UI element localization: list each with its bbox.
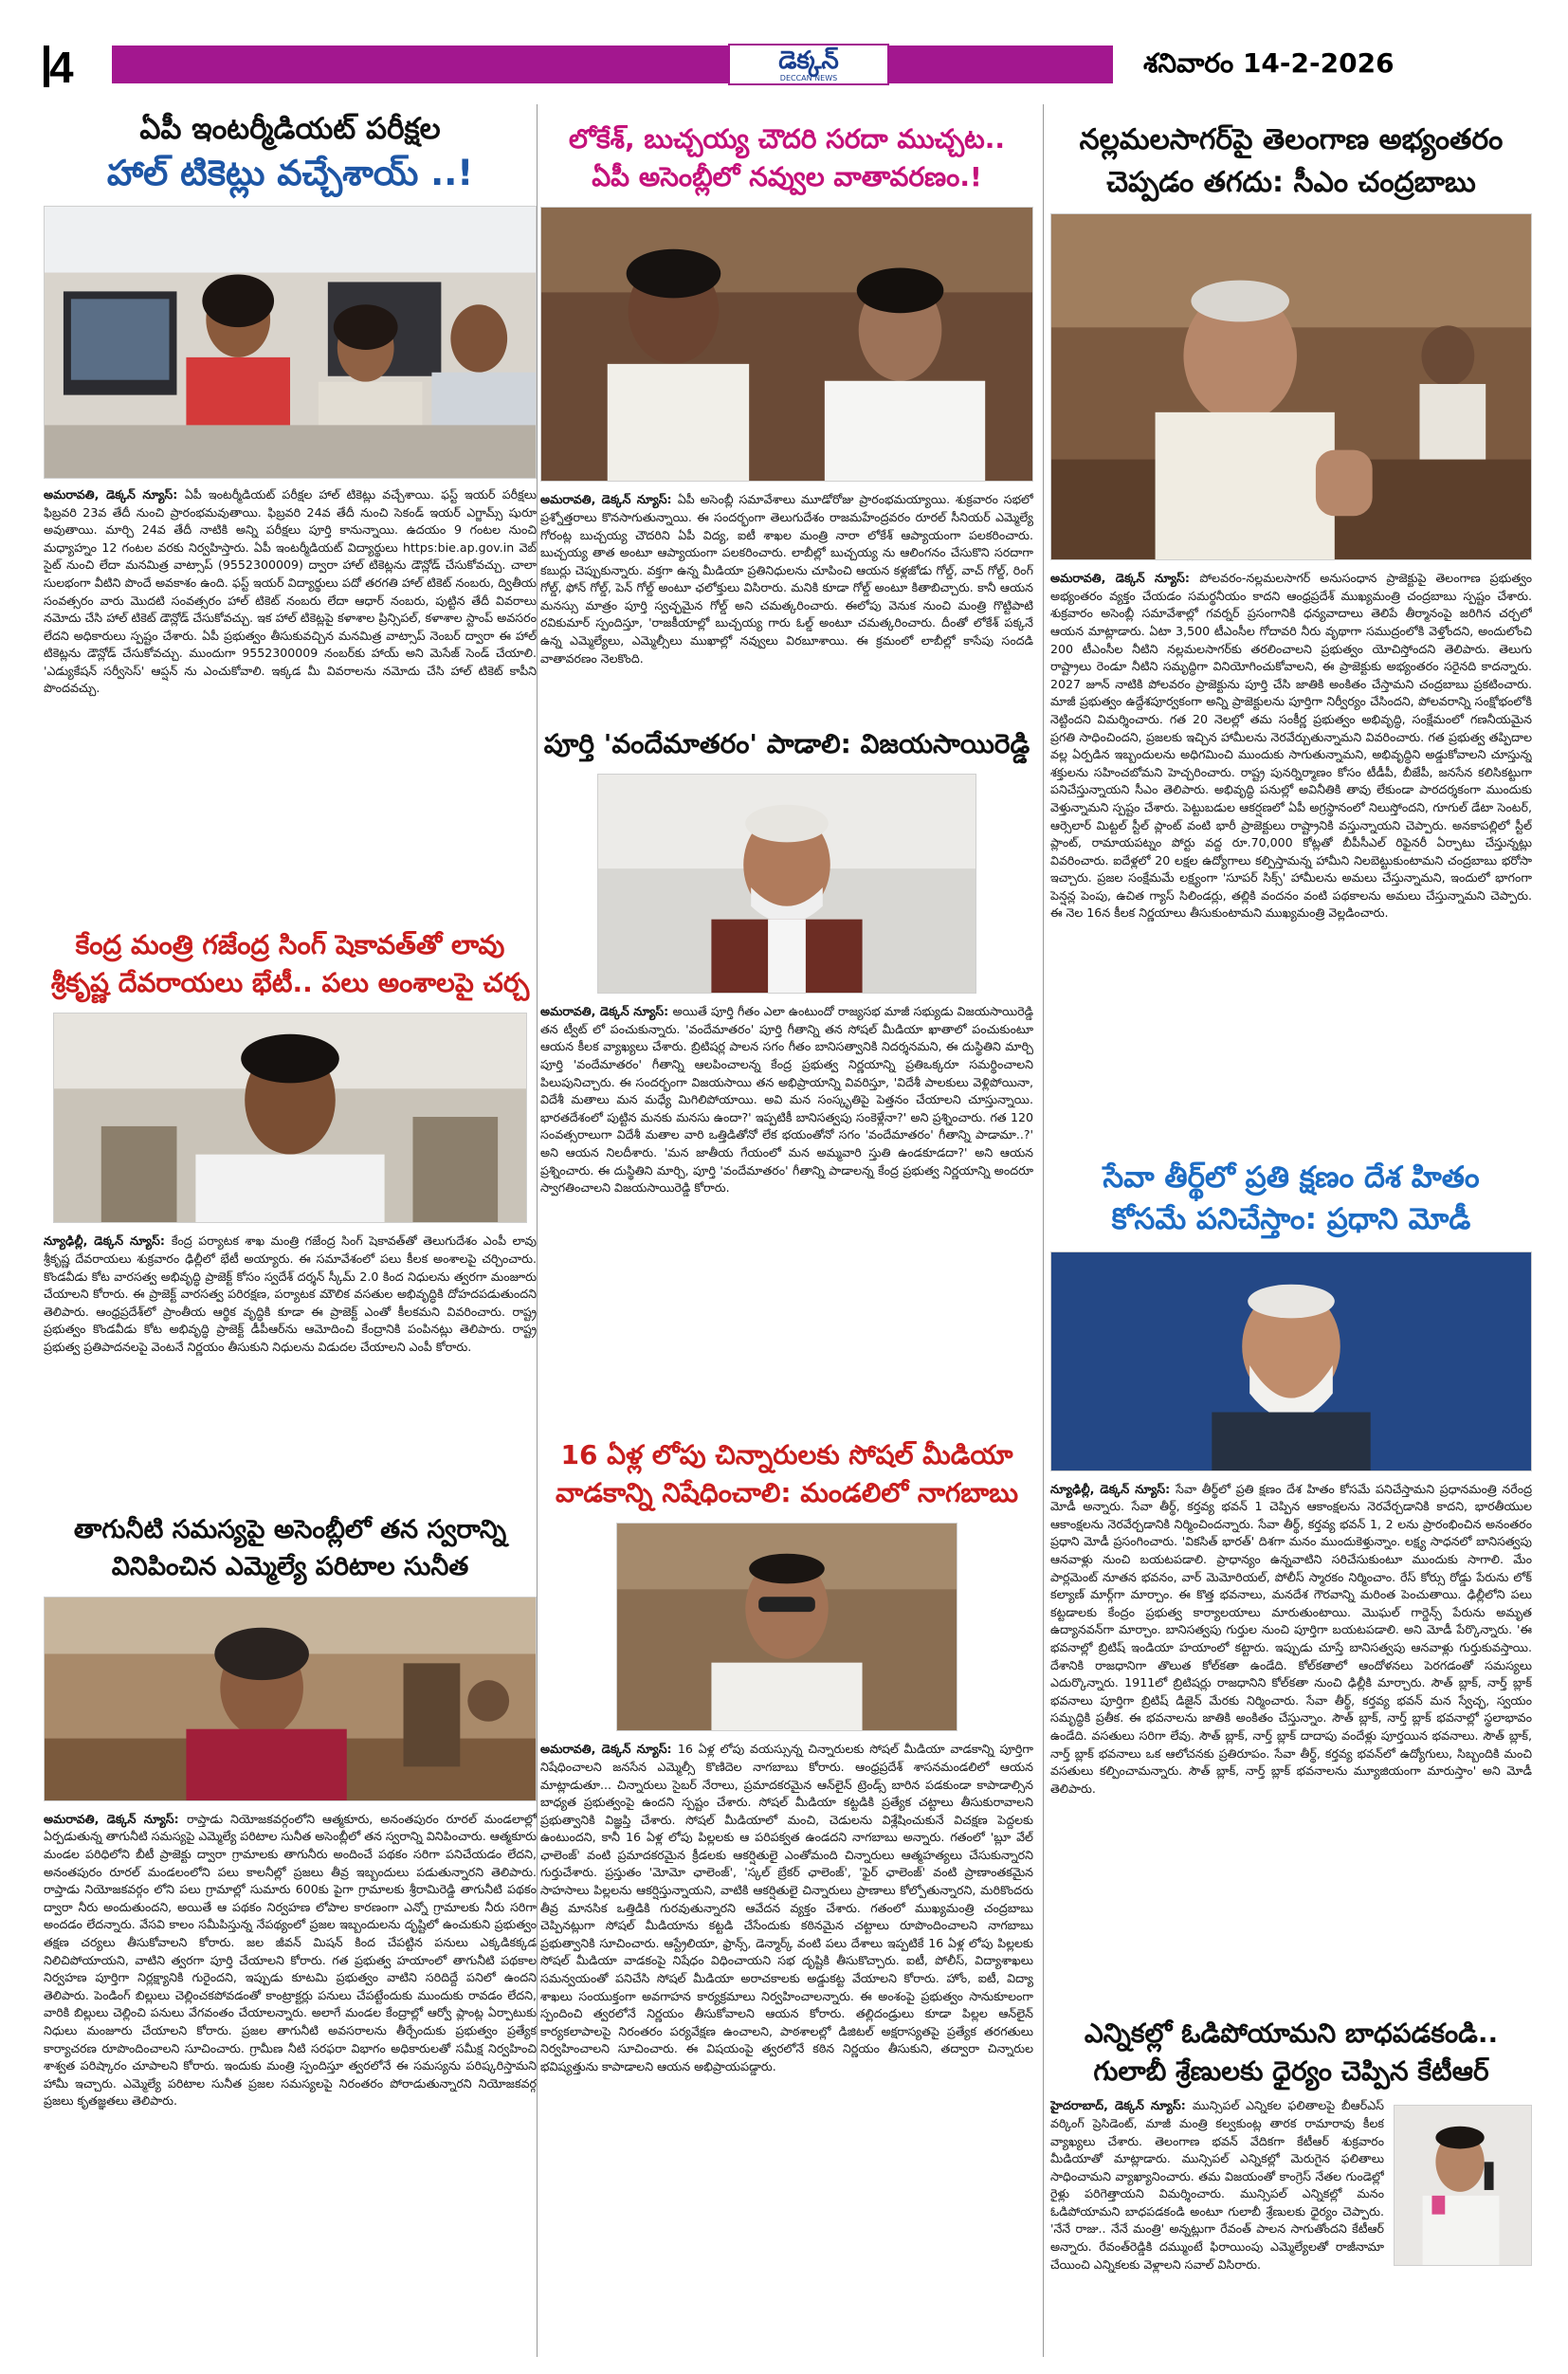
article-body (44, 1233, 537, 1496)
article-headline: కేంద్ర మంత్రి గజేంద్ర సింగ్ షెకావత్‌తో లావు (75, 929, 505, 960)
article-headline: చెప్పడం తగదు: సీఎం చంద్రబాబు (1106, 165, 1476, 199)
column-right (1050, 104, 1532, 2357)
logo-text: డెక్కన్ (778, 46, 839, 75)
column-left (44, 104, 537, 2357)
issue-date: శనివారం 14-2-2026 (1143, 47, 1395, 79)
photo-cm-chandrababu (1050, 213, 1532, 560)
article-body-text: రాప్తాడు నియోజకవర్గంలోని ఆత్మకూరు, అనంతపురం రూరల్ మండలాల్లో ఏర్పడుతున్న తాగునీటి సమస్యపై ఎమ్మెల్యే పరిటాల సునీత అసెంబ్లీలో తన స్వరాన్ని వినిపించారు. ఆత్మకూరు మండల పరిధిలోని బీటీ ప్రాజెక్టు ద్వారా గ్రామాలకు తాగునీరు అందించే పథకం సరిగా పనిచేయడం లేదని, అనంతపురం రూరల్ మండలంలోని పలు కాలనీల్లో ప్రజలు తీవ్ర ఇబ్బందులు పడుతున్నారని తెలిపారు. రాప్తాడు నియోజకవర్గం లోని పలు గ్రామాల్లో సుమారు 600కు పైగా గ్రామాలకు శ్రీరామిరెడ్డి తాగునీటి పథకం ద్వారా నీరు అందుతుందని, అయితే ఆ పథకం నిర్వహణ లోపాల కారణంగా ఎన్నో గ్రామాలకు నీరు సరిగా అందడం లేదన్నారు. వేసవి కాలం సమీపిస్తున్న నేపథ్యంలో ప్రజల ఇబ్బందులను దృష్టిలో ఉంచుకుని ప్రభుత్వం తక్షణ చర్యలు తీసుకోవాలని కోరారు. జల జీవన్ మిషన్ కింద చేపట్టిన పనులు ఎక్కడికక్కడ నిలిచిపోయాయని, వాటిని త్వరగా పూర్తి చేయాలని కోరారు. గత ప్రభుత్వ హయాంలో తాగునీటి పథకాల నిర్వహణ పూర్తిగా నిర్లక్ష్యానికి గురైందని, ఇప్పుడు కూటమి ప్రభుత్వం వాటిని సరిదిద్దే పనిలో ఉందని తెలిపారు. పెండింగ్ బిల్లులు చెల్లించకపోవడంతో కాంట్రాక్టర్లు పనులు చేపట్టేందుకు ముందుకు రావడం లేదని, వారికి బిల్లులు చెల్లించి పనులు వేగవంతం చేయాలన్నారు. అలాగే మండల కేంద్రాల్లో ఆర్వో ప్లాంట్ల ఏర్పాటుకు నిధులు మంజూరు చేయాలని కోరారు. ప్రజల తాగునీటి అవసరాలను తీర్చేందుకు ప్రభుత్వం ప్రత్యేక కార్యాచరణ రూపొందించాలని సూచించారు. గ్రామీణ నీటి సరఫరా విభాగం అధికారులతో సమీక్ష నిర్వహించి శాశ్వత పరిష్కారం చూపాలని కోరారు. ఇందుకు మంత్రి స్పందిస్తూ త్వరలోనే ఈ సమస్యను పరిష్కరిస్తామని హామీ ఇచ్చారు. ఎమ్మెల్యే పరిటాల సునీత ప్రజల సమస్యలపై నిరంతరం పోరాడుతున్నారని నియోజకవర్గ ప్రజలు కృతజ్ఞతలు తెలిపారు. (44, 1811, 537, 2109)
article-headline: నల్లమలసాగర్‌పై తెలంగాణ అభ్యంతరం (1079, 123, 1504, 156)
article-headline: వినిపించిన ఎమ్మెల్యే పరిటాల సునీత (111, 1551, 469, 1581)
article-lokesh-buchaiah (540, 123, 1033, 722)
article-dateline: అమరావతి, డెక్కన్ న్యూస్: (540, 492, 678, 507)
article-headline: ఏపీ అసెంబ్లీలో నవ్వుల వాతావరణం.! (592, 161, 982, 193)
newspaper-logo (728, 44, 889, 85)
page-header (0, 0, 1568, 91)
article-headline: పూర్తి 'వందేమాతరం' పాడాలి: విజయసాయిరెడ్డి (543, 728, 1030, 759)
article-headline: గులాబీ శ్రేణులకు ధైర్యం చెప్పిన కేటీఆర్ (1093, 2055, 1489, 2088)
column-middle (540, 104, 1033, 2357)
photo-lokesh-buchaiah-assembly (540, 207, 1033, 482)
article-headline: లోకేశ్, బుచ్చయ్య చౌదరి సరదా ముచ్చట.. (569, 123, 1005, 155)
article-headline: హాల్ టికెట్లు వచ్చేశాయ్ ..! (106, 152, 474, 193)
article-vijayasai-reddy (540, 728, 1033, 1507)
photo-nagababu (616, 1523, 957, 1731)
article-dateline: న్యూఢిల్లీ, డెక్కన్ న్యూస్: (44, 1233, 172, 1249)
photo-vijayasai-reddy (597, 774, 976, 994)
article-body-text: సేవా తీర్థ్‌లో ప్రతి క్షణం దేశ హితం కోసమే పనిచేస్తామని ప్రధానమంత్రి నరేంద్ర మోడీ అన్నారు. సేవా తీర్థ్, కర్తవ్య భవన్ 1 చెప్పిన ఆకాంక్షలను నెరవేర్చడానికి కాదని, భారతీయుల ఆకాంక్షలను నెరవేర్చడానికి నిర్మించిందన్నారు. సేవా తీర్థ్, కర్తవ్య భవన్ 1, 2 లను ప్రారంభించిన అనంతరం ప్రధాని మోడీ ప్రసంగించారు. 'వికసిత్ భారత్' దిశగా మనం ముందుకెళ్తున్నాం. లక్ష్య సాధనలో బానిసత్వపు ఆనవాళ్లు నుంచి బయటపడాలి. ప్రాధాన్యం ఉన్నవాటిని సరిచేసుకుంటూ ముందుకు సాగాలి. మేం పార్లమెంట్ నూతన భవనం, వార్ మెమోరియల్, పోలీస్ స్మారకం నిర్మించాం. రేస్ కోర్సు రోడ్డు పేరును లోక్ కల్యాణ్ మార్గ్‌గా మార్చాం. ఈ కొత్త భవనాలు, మనదేశ గౌరవాన్ని మరింత పెంచుతాయి. ఢిల్లీలోని పలు కట్టడాలకు కేంద్రం ప్రభుత్వ కార్యాలయాలు మారుతుంటాయి. మొఘల్ గార్డెన్స్ పేరును అమృత ఉద్యానవన్‌గా మార్చాం. బానిసత్వపు గుర్తుల నుంచి పూర్తిగా బయటపడాలి. అని మోడీ పేర్కొన్నారు. 'ఈ భవనాల్లో బ్రిటిష్ ఇండియా హయాంలో కట్టారు. ఇప్పుడు చూస్తే బానిసత్వపు ఆనవాళ్లు గుర్తుకువస్తాయి. దేశానికి రాజధానిగా తొలుత కోల్‌కతా ఉండేది. కోల్‌కతాలో ఆందోళనలు పెరగడంతో సమస్యలు ఎదుర్కొన్నారు. 1911లో బ్రిటిషర్లు రాజధానిని కోల్‌కతా నుంచి ఢిల్లీకి మార్చారు. సౌత్ బ్లాక్, నార్త్ బ్లాక్ భవనాలు పూర్తిగా బ్రిటిష్ డిజైన్ మేరకు నిర్మించారు. సేవా తీర్థ్, కర్తవ్య భవన్ మన స్వేచ్ఛ, స్వయం సమృద్ధికి ప్రతీక. ఈ భవనాలను జాతికి అంకితం చేస్తున్నాం. సౌత్ బ్లాక్, నార్త్ బ్లాక్ భవనాల్లో స్థలాభావం ఉండేది. వసతులు సరిగా లేవు. సౌత్ బ్లాక్, నార్త్ బ్లాక్ దాదాపు వందేళ్లు పూర్తయిన భవనాలు. సౌత్ బ్లాక్, నార్త్ బ్లాక్ భవనాలు ఒక ఆలోచనకు ప్రతిరూపం. సేవా తీర్థ్, కర్తవ్య భవన్‌లో ఉద్యోగులు, సిబ్బందికి మంచి వసతులు కల్పించామన్నారు. సౌత్ బ్లాక్, నార్త్ బ్లాక్ భవనాలను మ్యూజియంగా మారుస్తాం' అని మోడీ తెలిపారు. (1050, 1481, 1532, 1796)
article-body-text: కేంద్ర పర్యాటక శాఖ మంత్రి గజేంద్ర సింగ్ షెకావత్‌తో తెలుగుదేశం ఎంపీ లావు శ్రీకృష్ణ దేవరాయలు శుక్రవారం ఢిల్లీలో భేటీ అయ్యారు. ఈ సమావేశంలో పలు కీలక అంశాలపై చర్చించారు. కొండవీడు కోట వారసత్వ అభివృద్ధి ప్రాజెక్ట్ కోసం స్వదేశ్ దర్శన్ స్కీమ్ 2.0 కింద నిధులను త్వరగా మంజూరు చేయాలని కోరారు. ఈ ప్రాజెక్ట్ వారసత్వ పరిరక్షణ, పర్యాటక మౌలిక వసతుల అభివృద్ధికి దోహదపడుతుందని తెలిపారు. ఆంధ్రప్రదేశ్‌లో ప్రాంతీయ ఆర్థిక వృద్ధికి కూడా ఈ ప్రాజెక్ట్ ఎంతో కీలకమని వివరించారు. రాష్ట్ర ప్రభుత్వం కొండవీడు కోట అభివృద్ధి ప్రాజెక్ట్ డీపీఆర్‌ను ఆమోదించి కేంద్రానికి పంపినట్లు తెలిపారు. రాష్ట్ర ప్రభుత్వ ప్రతిపాదనలపై వెంటనే నిర్ణయం తీసుకుని నిధులను విడుదల చేయాలని ఎంపీ కోరారు. (44, 1233, 537, 1354)
article-headline: ఎన్నికల్లో ఓడిపోయామని బాధపడకండి.. (1084, 2018, 1499, 2049)
photo-pm-modi (1050, 1251, 1532, 1471)
photo-mp-lavu (53, 1013, 527, 1223)
article-dateline: అమరావతి, డెక్కన్ న్యూస్: (540, 1742, 678, 1757)
article-modi-seva-teerth (1050, 1160, 1532, 2014)
article-dateline: హైదరాబాద్, డెక్కన్ న్యూస్: (1050, 2098, 1193, 2113)
article-body-text: ఏపీ అసెంబ్లీ సమావేశాలు మూడోరోజు ప్రారంభమయ్యాయి. శుక్రవారం సభలో ప్రశ్నోత్తరాలు కొనసాగుతున్నాయి. ఈ సందర్భంగా తెలుగుదేశం రాజమహేంద్రవరం రూరల్ సీనియర్ ఎమ్మెల్యే గోరంట్ల బుచ్చయ్య చౌదరిని ఏపీ విద్య, ఐటీ శాఖల మంత్రి నారా లోకేశ్ ఆప్యాయంగా పలకరించారు. బుచ్చయ్య తాత అంటూ ఆప్యాయంగా పలకరించారు. లాబీల్లో బుచ్చయ్య ను ఆలింగనం చేసుకొని సరదాగా కబుర్లు చెప్పుకున్నారు. వక్తగా ఉన్న మీడియా ప్రతినిధులను చూపించి ఆయన కళ్లజోడు గోల్డ్, వాచ్ గోల్డ్, రింగ్ గోల్డ్, ఫోన్ గోల్డ్, పెన్ గోల్డ్ అంటూ ఛలోక్తులు విసిరారు. మనికి కూడా గోల్డ్ అంటూ కితాబిచ్చారు. కానీ ఆయన మనస్సు మాత్రం పూర్తి స్వచ్ఛమైన గోల్డ్ అని చమత్కరించారు. ఈలోపు వెనుక నుంచి మంత్రి గొట్టిపాటి రవికుమార్ స్పందిస్తూ, 'రాజకీయాల్లో బుచ్చయ్య గారు ఓల్డ్ అంటూ చమత్కరించారు. దీంతో లోకేశ్ పక్కనే ఉన్న ఎమ్మెల్యేలు, ఎమ్మెల్సీలు ముఖాల్లో నవ్వులు విరబూశాయి. ఈ క్రమంలో లాబీల్లో కాసేపు సందడి వాతావరణం నెలకొంది. (540, 492, 1033, 666)
article-body-wrap (1050, 2097, 1532, 2346)
article-body (1050, 1481, 1532, 2025)
article-ktr-municipal-elections (1050, 2018, 1532, 2357)
article-body (44, 1811, 537, 2349)
article-body-text: ఏపీ ఇంటర్మీడియట్ పరీక్షల హాల్ టికెట్లు వచ్చేశాయి. ఫస్ట్ ఇయర్ పరీక్షలు ఫిబ్రవరి 23వ తేదీ నుంచి ప్రారంభమవుతాయి. ఫిబ్రవరి 24వ తేదీ నుంచి సెకండ్ ఇయర్ ఎగ్జామ్స్ షురూ అవుతాయి. మార్చి 24వ తేదీ నాటికి అన్ని పరీక్షలు పూర్తి కానున్నాయి. ఉదయం 9 గంటల నుంచి మధ్యాహ్నం 12 గంటల వరకు నిర్వహిస్తారు. ఏపీ ఇంటర్మీడియట్ విద్యార్థులు https:bie.ap.gov.in వెబ్ సైట్ నుంచి లేదా మనమిత్ర వాట్సాప్ (9552300009) ద్వారా హాల్ టికెట్లను డౌన్లోడ్ చేసుకోవచ్చు. చాలా సులభంగా వీటిని పొందే అవకాశం ఉంది. ఫస్ట్ ఇయర్ విద్యార్థులు పదో తరగతి హాల్ టికెట్ నంబరు, ద్వితీయ సంవత్సరం వారు మొదటి సంవత్సరం హాల్ టికెట్ నంబరు లేదా ఆధార్ నంబరు, పుట్టిన తేదీ వివరాలు నమోదు చేసి హాల్ టికెట్ డౌన్లోడ్ చేసుకోవచ్చు. ఇక హాల్ టికెట్లపై కళాశాల ప్రిన్సిపల్, కళాశాల స్టాంప్ అవసరం లేదని అధికారులు స్పష్టం చేశారు. ఏపీ ప్రభుత్వం తీసుకువచ్చిన మనమిత్ర వాట్సాప్ నెంబర్ ద్వారా ఈ హాల్ టికెట్లను డౌన్లోడ్ చేసుకోవచ్చు. ముందుగా 9552300009 నంబర్‌కు హాయ్ అని మెసేజ్ సెండ్ చేయాలి. 'ఎడ్యుకేషన్ సర్వీసెస్' ఆప్షన్ ను ఎంచుకోవాలి. ఇక్కడ మీ వివరాలను నమోదు చేసి హాల్ టికెట్ కాపీని పొందవచ్చు. (44, 486, 537, 696)
article-headline: వాడకాన్ని నిషేధించాలి: మండలిలో నాగబాబు (555, 1477, 1019, 1509)
photo-mla-sunitha (44, 1597, 537, 1801)
article-headline: శ్రీకృష్ణ దేవరాయలు భేటీ.. పలు అంశాలపై చర్చ (50, 967, 530, 999)
article-headline: తాగునీటి సమస్యపై అసెంబ్లీలో తన స్వరాన్ని (73, 1515, 507, 1544)
article-body (1050, 570, 1532, 1173)
article-body (1050, 2097, 1384, 2346)
article-body-text: 16 ఏళ్ల లోపు వయస్సున్న చిన్నారులకు సోషల్ మీడియా వాడకాన్ని పూర్తిగా నిషేధించాలని జనసేన ఎమ్మెల్సీ కొణిదెల నాగబాబు కోరారు. ఆంధ్రప్రదేశ్ శాసనమండలిలో ఆయన మాట్లాడుతూ... చిన్నారులు సైబర్ నేరాలు, ప్రమాదకరమైన ఆన్‌లైన్ ట్రెండ్స్ బారిన పడకుండా కాపాడాల్సిన బాధ్యత ప్రభుత్వంపై ఉందని స్పష్టం చేశారు. సోషల్ మీడియా కట్టడికి ప్రత్యేక చట్టాలు తీసుకురావాలని ప్రభుత్వానికి విజ్ఞప్తి చేశారు. సోషల్ మీడియాలో మంచి, చెడులను విశ్లేషించుకునే విచక్షణ పెద్దలకు ఉంటుందని, కానీ 16 ఏళ్ల లోపు పిల్లలకు ఆ పరిపక్వత ఉండదని నాగబాబు అన్నారు. గతంలో 'బ్లూ వేల్ ఛాలెంజ్' వంటి ప్రమాదకరమైన క్రీడలకు ఆకర్షితులై ఎంతోమంది చిన్నారులు ఆత్మహత్యలు చేసుకున్నారని గుర్తుచేశారు. ప్రస్తుతం 'మోమో ఛాలెంజ్', 'స్కల్ బ్రేకర్ ఛాలెంజ్', 'ఫైర్ ఛాలెంజ్' వంటి ప్రాణాంతకమైన సాహసాలు పిల్లలను ఆకర్షిస్తున్నాయని, వాటికి ఆకర్షితులై చిన్నారులు ప్రాణాలు కోల్పోతున్నారని, మరికొందరు తీవ్ర మానసిక ఒత్తిడికి గురవుతున్నారని ఆవేదన వ్యక్తం చేశారు. గతంలో ముఖ్యమంత్రి చంద్రబాబు చెప్పినట్లుగా సోషల్ మీడియాను కట్టడి చేసేందుకు కఠినమైన చట్టాలు రూపొందించాలని నాగబాబు ప్రభుత్వానికి సూచించారు. ఆస్ట్రేలియా, ఫ్రాన్స్, డెన్మార్క్ వంటి పలు దేశాలు ఇప్పటికే 16 ఏళ్ల లోపు పిల్లలకు సోషల్ మీడియా వాడకంపై నిషేధం విధించాయని సభ దృష్టికి తీసుకొచ్చారు. ఐటీ, పోలీస్, విద్యాశాఖలు సమన్వయంతో పనిచేసి సోషల్ మీడియా అరాచకాలకు అడ్డుకట్ట వేయాలని కోరారు. హోం, ఐటీ, విద్యా శాఖలు సంయుక్తంగా అవగాహన కార్యక్రమాలు నిర్వహించాలన్నారు. ఈ అంశంపై ప్రభుత్వం సానుకూలంగా స్పందించి త్వరలోనే నిర్ణయం తీసుకోవాలని ఆయన కోరారు. తల్లిదండ్రులు కూడా పిల్లల ఆన్‌లైన్ కార్యకలాపాలపై నిరంతరం పర్యవేక్షణ ఉంచాలని, పాఠశాలల్లో డిజిటల్ అక్షరాస్యతపై ప్రత్యేక తరగతులు నిర్వహించాలని సూచించారు. ఈ విషయంపై త్వరలోనే కఠిన నిర్ణయం తీసుకుని, తద్వారా చిన్నారుల భవిష్యత్తును కాపాడాలని ఆయన అభిప్రాయపడ్డారు. (540, 1742, 1033, 2073)
masthead-bar (112, 46, 1113, 83)
article-headline: ఏపీ ఇంటర్మీడియట్ పరీక్షల (139, 112, 441, 146)
article-paritala-sunitha (44, 1515, 537, 2349)
article-nagababu-social-media (540, 1439, 1033, 2357)
column-divider (1043, 104, 1044, 2357)
article-dateline: అమరావతి, డెక్కన్ న్యూస్: (44, 486, 185, 502)
article-body (44, 486, 537, 786)
article-body-text: పోలవరం-నల్లమలసాగర్ అనుసంధాన ప్రాజెక్టుపై తెలంగాణ ప్రభుత్వం అభ్యంతరం వ్యక్తం చేయడం సమర్థనీయం కాదని ఆంధ్రప్రదేశ్ ముఖ్యమంత్రి చంద్రబాబు స్పష్టం చేశారు. శుక్రవారం అసెంబ్లీ సమావేశాల్లో గవర్నర్ ప్రసంగానికి ధన్యవాదాలు తెలిపే తీర్మానంపై జరిగిన చర్చలో ఆయన మాట్లాడారు. ఏటా 3,500 టీఎంసీల గోదావరి నీరు వృథాగా సముద్రంలోకి వెళ్తోందని, అందులోంచి 200 టీఎంసీల నీటిని నల్లమలసాగర్‌కు తరలించాలని ప్రభుత్వం యోచిస్తోందని తెలిపారు. తెలుగు రాష్ట్రాలు రెండూ నీటిని సమృద్ధిగా వినియోగించుకోవాలని, ఈ ప్రాజెక్టుకు అభ్యంతరం సరైనది కాదన్నారు. 2027 జూన్ నాటికి పోలవరం ప్రాజెక్టును పూర్తి చేసి జాతికి అంకితం చేస్తామని చంద్రబాబు ప్రకటించారు. మాజీ ప్రభుత్వం ఉద్దేశపూర్వకంగా అన్ని ప్రాజెక్టులను పూర్తిగా నిర్వీర్యం చేసిందని, పోలవరాన్ని సంక్షోభంలోకి నెట్టిందని విమర్శించారు. గత 20 నెలల్లో తమ సంకీర్ణ ప్రభుత్వం అభివృద్ధి, సంక్షేమంలో గణనీయమైన ప్రగతి సాధించిందని, ప్రజలకు ఇచ్చిన హామీలను నెరవేర్చుతున్నామని వివరించారు. గత ప్రభుత్వ తప్పిదాల వల్ల ఏర్పడిన ఇబ్బందులను అధిగమించి ముందుకు సాగుతున్నామని, అభివృద్ధిని అడ్డుకోవాలని చూస్తున్న శక్తులను సహించబోమని హెచ్చరించారు. రాష్ట్ర పునర్నిర్మాణం కోసం టీడీపీ, బీజేపీ, జనసేన కలిసికట్టుగా పనిచేస్తున్నాయని సీఎం తెలిపారు. అభివృద్ధి పనుల్లో అవినీతికి తావు లేకుండా పారదర్శకంగా ముందుకు వెళ్తున్నామని స్పష్టం చేశారు. పెట్టుబడుల ఆకర్షణలో ఏపీ అగ్రస్థానంలో నిలుస్తోందని, గూగుల్ డేటా సెంటర్, ఆర్సెలార్ మిట్టల్ స్టీల్ ప్లాంట్ వంటి భారీ ప్రాజెక్టులు రాష్ట్రానికి వస్తున్నాయని చెప్పారు. అనకాపల్లిలో స్టీల్ ప్లాంట్, రామాయపట్నం పోర్టు వద్ద రూ.70,000 కోట్లతో బీపీసీఎల్ రిఫైనరీ ఏర్పాటు చేస్తున్నట్లు వివరించారు. ఐదేళ్లలో 20 లక్షల ఉద్యోగాలు కల్పిస్తామన్న హామీని నిలబెట్టుకుంటామని చంద్రబాబు భరోసా ఇచ్చారు. ప్రజల సంక్షేమమే లక్ష్యంగా 'సూపర్ సిక్స్' హామీలను అమలు చేస్తున్నామని, ఇందులో భాగంగా పెన్షన్ల పెంపు, ఉచిత గ్యాస్ సిలిండర్లు, తల్లికి వందనం వంటి పథకాలను అమలు చేస్తున్నామని చెప్పారు. ఈ నెల 16న కీలక నిర్ణయాలు తీసుకుంటామని ముఖ్యమంత్రి వెల్లడించారు. (1050, 571, 1532, 921)
article-body (540, 1741, 1033, 2353)
article-chandrababu-nallamalasagar (1050, 123, 1532, 1166)
article-dateline: అమరావతి, డెక్కన్ న్యూస్: (44, 1811, 187, 1826)
article-dateline: అమరావతి, డెక్కన్ న్యూస్: (540, 1004, 673, 1019)
article-body-text: మున్సిపల్ ఎన్నికల ఫలితాలపై బీఆర్ఎస్ వర్కింగ్ ప్రెసిడెంట్, మాజీ మంత్రి కల్వకుంట్ల తారక రామారావు కీలక వ్యాఖ్యలు చేశారు. తెలంగాణ భవన్ వేదికగా కేటీఆర్ శుక్రవారం మీడియాతో మాట్లాడారు. మున్సిపల్ ఎన్నికల్లో మెరుగైన ఫలితాలు సాధించామని వ్యాఖ్యానించారు. తమ విజయంతో కాంగ్రెస్ నేతల గుండెల్లో రైళ్లు పరిగెత్తాయని విమర్శించారు. మున్సిపల్ ఎన్నికల్లో మనం ఓడిపోయామని బాధపడకండి అంటూ గులాబీ శ్రేణులకు ధైర్యం చెప్పారు. 'నేనే రాజు.. నేనే మంత్రి' అన్నట్లుగా రేవంత్ పాలన సాగుతోందని కేటీఆర్ అన్నారు. రేవంత్‌రెడ్డికి దమ్ముంటే ఫిరాయింపు ఎమ్మెల్యేలతో రాజీనామా చేయించి ఎన్నికలకు వెళ్లాలని సవాల్ విసిరారు. (1050, 2098, 1384, 2272)
article-headline: సేవా తీర్థ్‌లో ప్రతి క్షణం దేశ హితం (1103, 1160, 1480, 1195)
article-body (540, 491, 1033, 717)
column-divider (537, 104, 538, 2357)
article-dateline: న్యూఢిల్లీ, డెక్కన్ న్యూస్: (1050, 1481, 1176, 1496)
article-headline: 16 ఏళ్ల లోపు చిన్నారులకు సోషల్ మీడియా (560, 1439, 1013, 1470)
page-number: 4 (49, 43, 74, 92)
photo-ktr (1394, 2105, 1532, 2266)
article-inter-hall-tickets (44, 112, 537, 903)
article-dateline: అమరావతి, డెక్కన్ న్యూస్: (1050, 571, 1200, 586)
article-body-text: అయితే పూర్తి గీతం ఎలా ఉంటుందో రాజ్యసభ మాజీ సభ్యుడు విజయసాయిరెడ్డి తన ట్వీట్ లో పంచుకున్నారు. 'వందేమాతరం' పూర్తి గీతాన్ని తన సోషల్ మీడియా ఖాతాలో పంచుకుంటూ ఆయన కీలక వ్యాఖ్యలు చేశారు. బ్రిటిషర్ల పాలన సగం గీతం బానిసత్వానికి నిదర్శనమని, ఈ దుస్థితిని మార్చి పూర్తి 'వందేమాతరం' గీతాన్ని ఆలపించాలన్న కేంద్ర ప్రభుత్వ నిర్ణయాన్ని ప్రతిఒక్కరూ సమర్థించాలని పిలుపునిచ్చారు. ఈ సందర్భంగా విజయసాయి తన అభిప్రాయాన్ని వివరిస్తూ, 'విదేశీ పాలకులు వెళ్లిపోయినా, విదేశీ మతాలు మన మధ్యే మిగిలిపోయాయి. అవి మన సంస్కృతిపై పెత్తనం చేయాలని చూస్తున్నాయి. భారతదేశంలో పుట్టిన మనకు మనసు ఉందా?' ఇప్పటికీ బానిసత్వపు సంకెళ్లేనా?' అని ప్రశ్నించారు. గత 120 సంవత్సరాలుగా విదేశీ మతాల వారి ఒత్తిడితోనో లేక భయంతోనో సగం 'వందేమాతరం' గీతాన్ని పాడామా..?' అని ఆయన నిలదీశారు. 'మన జాతీయ గేయంలో మన అమ్మవారి స్తుతి ఉండకూడదా?' అని ఆయన ప్రశ్నించారు. ఈ దుస్థితిని మార్చి, పూర్తి 'వందేమాతరం' గీతాన్ని పాడాలన్న కేంద్ర ప్రభుత్వ నిర్ణయాన్ని అందరూ స్వాగతించాలని విజయసాయిరెడ్డి కోరారు. (540, 1004, 1033, 1196)
article-body (540, 1003, 1033, 1496)
article-shekhawat-meeting (44, 929, 537, 1507)
photo-students-at-computers (44, 206, 537, 479)
article-headline: కోసమే పనిచేస్తాం: ప్రధాని మోడీ (1111, 1201, 1471, 1236)
logo-subtext: DECCAN NEWS (779, 73, 838, 82)
